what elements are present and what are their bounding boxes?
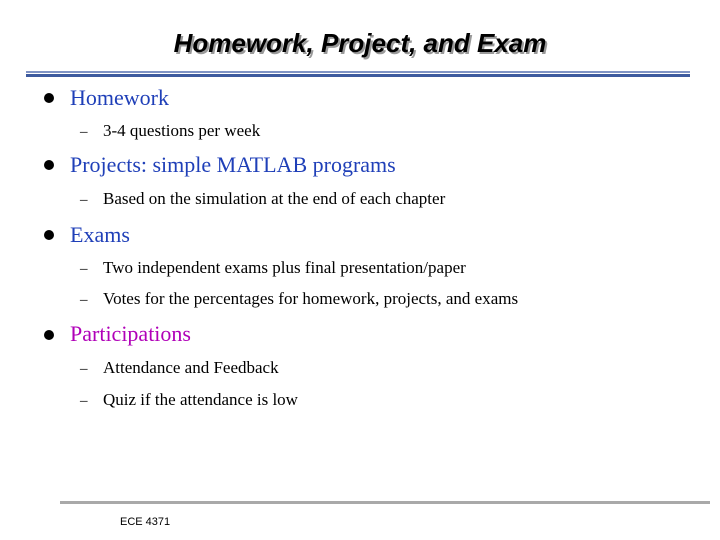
footer-divider (60, 501, 710, 504)
title-divider (26, 71, 690, 77)
item-projects-sub-1: Based on the simulation at the end of each chapter (103, 189, 446, 208)
dash-marker: – (80, 261, 88, 277)
dash-marker: – (80, 292, 88, 308)
footer-course-code: ECE 4371 (120, 516, 171, 528)
item-participations-heading: Participations (70, 321, 191, 346)
dash-marker: – (80, 393, 88, 409)
item-homework-heading: Homework (70, 85, 169, 110)
dash-marker: – (80, 192, 88, 208)
item-participations-sub-1: Attendance and Feedback (103, 358, 279, 377)
item-projects-text: simple MATLAB programs (147, 152, 396, 177)
bullet-dot (44, 93, 54, 103)
slide-title: Homework, Project, and Exam (173, 28, 547, 58)
item-exams-sub-1: Two independent exams plus final presentation/paper (103, 258, 466, 277)
item-exams-heading: Exams (70, 222, 130, 247)
item-projects-label: Projects: (70, 152, 147, 177)
bullet-dot (44, 230, 54, 240)
item-homework-sub-1: 3-4 questions per week (103, 121, 261, 140)
bullet-dot (44, 160, 54, 170)
bullet-dot (44, 330, 54, 340)
item-exams-sub-2: Votes for the percentages for homework, projects, and exams (103, 289, 519, 308)
dash-marker: – (80, 124, 88, 140)
item-projects-heading (70, 152, 396, 178)
item-participations-sub-2: Quiz if the attendance is low (103, 390, 298, 409)
dash-marker: – (80, 361, 88, 377)
